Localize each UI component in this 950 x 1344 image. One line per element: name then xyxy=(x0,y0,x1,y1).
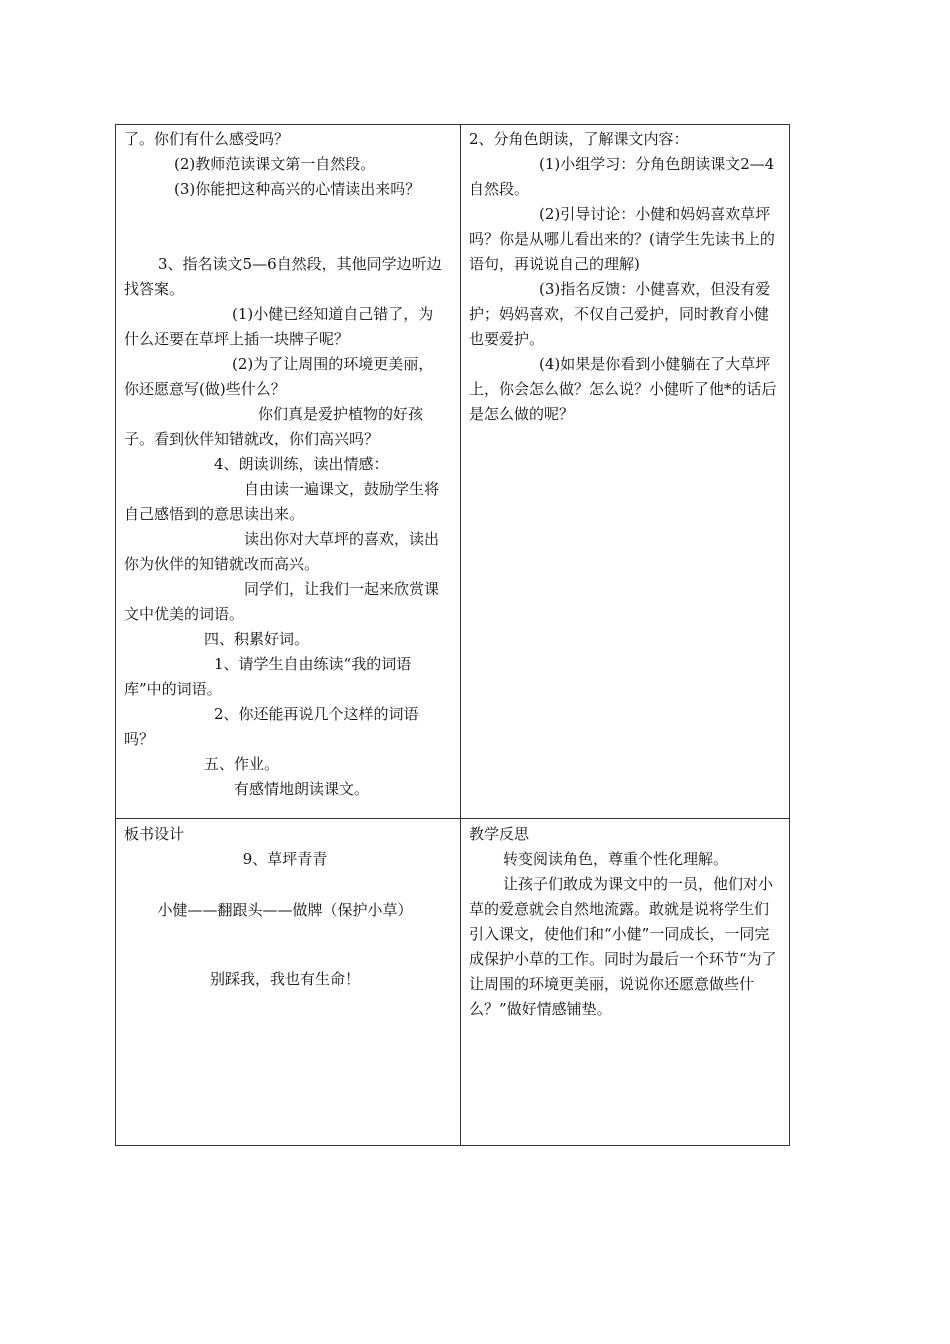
teaching-reflection-cell xyxy=(469,822,781,1022)
text-line: (2)引导讨论：小健和妈妈喜欢草坪吗？你是从哪儿看出来的？(请学生先读书上的语句，再说说自己的理解) xyxy=(469,205,775,273)
text-line: 你们真是爱护植物的好孩子。看到伙伴知错就改，你们高兴吗？ xyxy=(124,405,424,448)
text-line: (4)如果是你看到小健躺在了大草坪上，你会怎么做？怎么说？小健听了他*的话后是怎么做的呢？ xyxy=(469,355,777,423)
lesson-plan-table xyxy=(115,124,790,1146)
text-line: 有感情地朗读课文。 xyxy=(234,780,370,798)
section-heading: 五、作业。 xyxy=(204,755,280,773)
reflection-heading: 教学反思 xyxy=(469,825,530,843)
board-design-cell xyxy=(124,822,446,992)
text-line: 自由读一遍课文，鼓励学生将自己感悟到的意思读出来。 xyxy=(124,480,440,523)
board-title: 9、草坪青青 xyxy=(242,850,328,868)
text-line: 读出你对大草坪的喜欢，读出你为伙伴的知错就改而高兴。 xyxy=(124,530,440,573)
text-line: (2)教师范读课文第一自然段。 xyxy=(174,155,376,173)
teaching-process-left-cell xyxy=(124,127,446,802)
reflection-paragraph: 让孩子们敢成为课文中的一员，他们对小草的爱意就会自然地流露。敢就是说将学生们引入课文，使他们和“小健”一同成长，一同完成保护小草的工作。同时为最后一个环节“为了让周围的环境更美丽，说说你还愿意做些什么？”做好情感铺垫。 xyxy=(469,875,777,1018)
board-line: 别踩我，我也有生命！ xyxy=(209,970,360,988)
board-line: 小健——翻跟头——做牌（保护小草） xyxy=(157,901,413,919)
text-line: 了。你们有什么感受吗？ xyxy=(124,130,290,148)
text-line: (3)指名反馈：小健喜欢，但没有爱护；妈妈喜欢，不仅自己爱护，同时教育小健也要爱护。 xyxy=(469,280,771,348)
text-line: 1、请学生自由练读“我的词语库”中的词语。 xyxy=(124,655,412,698)
text-line: (1)小组学习：分角色朗读课文2—4自然段。 xyxy=(469,155,775,198)
reflection-line: 转变阅读角色，尊重个性化理解。 xyxy=(503,850,729,868)
text-line: 3、指名读文5—6自然段，其他同学边听边找答案。 xyxy=(124,255,442,298)
text-line: (2)为了让周围的环境更美丽，你还愿意写(做)些什么？ xyxy=(124,355,434,398)
board-heading: 板书设计 xyxy=(124,825,185,843)
text-line: 4、朗读训练，读出情感： xyxy=(214,455,389,473)
teaching-process-right-cell xyxy=(469,127,781,427)
text-line: 2、分角色朗读，了解课文内容： xyxy=(469,130,689,148)
text-line: 同学们，让我们一起来欣赏课文中优美的词语。 xyxy=(124,580,440,623)
column-divider xyxy=(460,125,461,1145)
section-heading: 四、积累好词。 xyxy=(204,630,310,648)
row-divider xyxy=(116,818,789,819)
text-line: (1)小健已经知道自己错了，为什么还要在草坪上插一块牌子呢？ xyxy=(124,305,434,348)
text-line: 2、你还能再说几个这样的词语吗？ xyxy=(124,705,419,748)
text-line: (3)你能把这种高兴的心情读出来吗？ xyxy=(174,180,421,198)
